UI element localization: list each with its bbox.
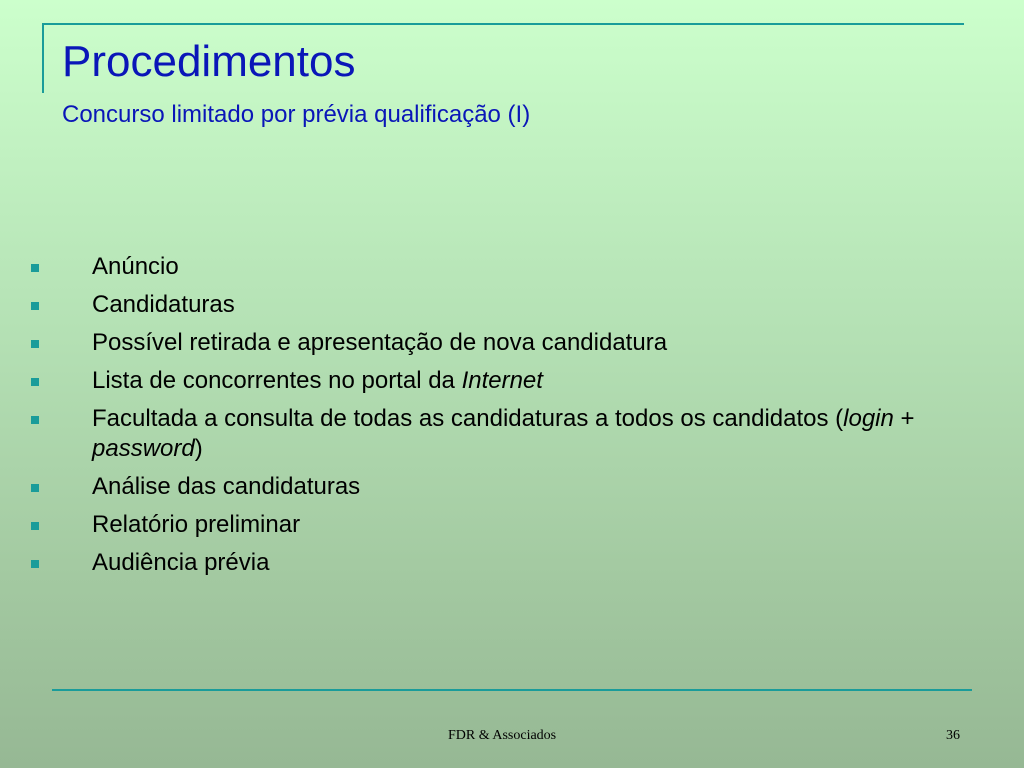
square-bullet-icon	[31, 340, 39, 348]
bullet-text-part: )	[194, 435, 203, 462]
bullet-text	[92, 328, 928, 358]
bullet-text-part: Anúncio	[92, 253, 179, 280]
bullet-item	[28, 472, 928, 502]
square-bullet-icon	[31, 484, 39, 492]
bullet-text-italic: password	[92, 435, 195, 462]
bullet-text	[92, 366, 928, 396]
bullet-text	[92, 290, 928, 320]
bullet-text	[92, 252, 928, 282]
side-rule	[42, 23, 44, 93]
square-bullet-icon	[31, 560, 39, 568]
footer-text: FDR & Associados	[448, 728, 557, 743]
bullet-text-part: Análise das candidaturas	[92, 473, 361, 500]
bullet-list	[28, 252, 928, 586]
bullet-item	[28, 510, 928, 540]
bullet-text-part: Audiência prévia	[92, 549, 270, 576]
bullet-item	[28, 404, 928, 464]
bullet-item	[28, 252, 928, 282]
bullet-text	[92, 510, 928, 540]
bullet-item	[28, 328, 928, 358]
bullet-text	[92, 548, 928, 578]
square-bullet-icon	[31, 522, 39, 530]
bullet-text	[92, 472, 928, 502]
bullet-text-part: Candidaturas	[92, 291, 235, 318]
bullet-text-part: Possível retirada e apresentação de nova candidatura	[92, 329, 668, 356]
square-bullet-icon	[31, 302, 39, 310]
top-rule	[42, 23, 964, 25]
bullet-item	[28, 366, 928, 396]
page-number: 36	[946, 728, 960, 743]
page-title: Procedimentos	[62, 37, 356, 86]
bullet-text-italic: Internet	[461, 367, 543, 394]
bullet-text-part: Facultada a consulta de todas as candidaturas a todos os candidatos (	[92, 405, 844, 432]
bullet-text-part: Relatório preliminar	[92, 511, 301, 538]
page-subtitle: Concurso limitado por prévia qualificação (I)	[62, 101, 531, 128]
bottom-rule	[52, 689, 972, 691]
square-bullet-icon	[31, 264, 39, 272]
bullet-text-part: +	[893, 405, 915, 432]
square-bullet-icon	[31, 416, 39, 424]
square-bullet-icon	[31, 378, 39, 386]
bullet-item	[28, 548, 928, 578]
bullet-text-part: Lista de concorrentes no portal da	[92, 367, 462, 394]
bullet-item	[28, 290, 928, 320]
bullet-text	[92, 404, 928, 464]
bullet-text-italic: login	[843, 405, 894, 432]
